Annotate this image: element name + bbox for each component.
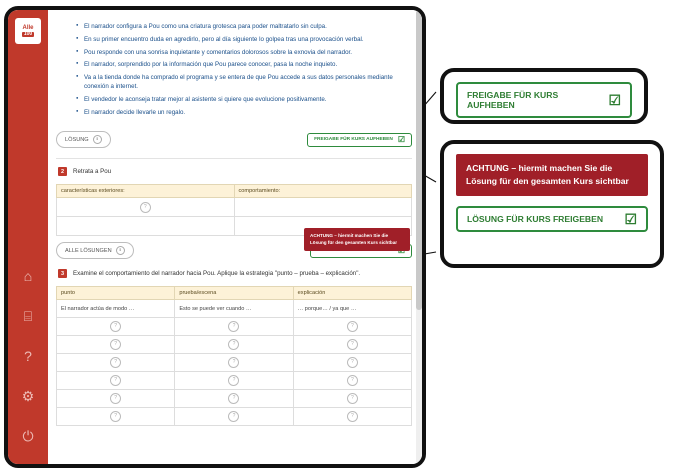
column-header: comportamiento: xyxy=(234,185,412,198)
app-logo xyxy=(15,18,41,44)
table-row xyxy=(57,372,412,390)
left-sidebar xyxy=(8,10,48,464)
table-cell[interactable] xyxy=(293,390,411,408)
hint-icon[interactable]: ? xyxy=(347,411,358,422)
section-divider xyxy=(56,158,412,159)
callout-release-cancel xyxy=(440,68,648,124)
hint-icon[interactable]: ? xyxy=(347,375,358,386)
behaviour-table xyxy=(56,286,412,426)
callout-release-solution xyxy=(440,140,664,268)
list-item: ● En su primer encuentro duda en agredirlo, pero al día siguiente lo golpea tras una provocación verbal. xyxy=(76,35,412,44)
table-cell[interactable] xyxy=(57,336,175,354)
table-row xyxy=(57,198,412,217)
list-item: ● Pou responde con una sonrisa inquietante y comentarios dolorosos sobre la exnovia del narrador. xyxy=(76,48,412,57)
hint-icon[interactable]: ? xyxy=(347,321,358,332)
solution-button[interactable] xyxy=(56,131,111,148)
callout-release-cancel-label: FREIGABE FÜR KURS AUFHEBEN xyxy=(467,90,559,110)
task-text: Retrata a Pou xyxy=(73,168,112,176)
hint-icon[interactable]: ? xyxy=(110,393,121,404)
task-text: Examine el comportamiento del narrador hacia Pou. Aplique la estrategia "punto – prueba – explicación". xyxy=(73,270,361,278)
hint-icon[interactable]: ? xyxy=(228,375,239,386)
table-cell[interactable] xyxy=(293,372,411,390)
table-cell[interactable] xyxy=(57,408,175,426)
table-row xyxy=(57,300,412,318)
table-cell[interactable] xyxy=(293,354,411,372)
table-cell[interactable] xyxy=(175,318,293,336)
task1-action-row xyxy=(56,131,412,148)
scrollbar-track[interactable] xyxy=(416,10,422,464)
settings-icon[interactable]: ⚙ xyxy=(21,387,35,404)
help-icon[interactable]: ? xyxy=(24,348,32,364)
table-cell[interactable]: El narrador actúa de modo … xyxy=(57,300,175,318)
table-cell[interactable] xyxy=(57,217,235,236)
column-header: prueba/escena xyxy=(175,287,293,300)
hint-icon[interactable]: ? xyxy=(110,339,121,350)
table-cell[interactable] xyxy=(57,390,175,408)
hint-icon[interactable]: ? xyxy=(228,339,239,350)
hint-icon[interactable]: ? xyxy=(110,375,121,386)
task-number-badge: 2 xyxy=(58,167,67,176)
table-cell[interactable] xyxy=(293,336,411,354)
table-cell[interactable]: … porque… / ya que … xyxy=(293,300,411,318)
table-cell[interactable] xyxy=(293,318,411,336)
hint-icon[interactable]: ? xyxy=(110,411,121,422)
hint-icon[interactable]: ? xyxy=(347,339,358,350)
callout-body xyxy=(444,72,644,128)
callout-release-solution-button[interactable] xyxy=(456,206,648,232)
table-cell[interactable] xyxy=(57,354,175,372)
callout-release-solution-label: LÖSUNG FÜR KURS FREIGEBEN xyxy=(467,213,604,224)
callout-body xyxy=(444,144,660,242)
all-solutions-button[interactable] xyxy=(56,242,134,259)
all-solutions-label: ALLE LÖSUNGEN xyxy=(65,247,112,254)
info-icon: ℹ xyxy=(93,135,102,144)
column-header: características exteriores: xyxy=(57,185,235,198)
table-row xyxy=(57,336,412,354)
table-header-row xyxy=(57,287,412,300)
hint-icon[interactable]: ? xyxy=(228,393,239,404)
table-cell[interactable] xyxy=(175,372,293,390)
warning-tooltip: ACHTUNG – hiermit machen Sie die Lösung für den gesamten Kurs sichtbar xyxy=(304,228,410,251)
hint-icon[interactable]: ? xyxy=(228,411,239,422)
checkbox-checked-icon: ☑ xyxy=(397,134,405,144)
column-header: punto xyxy=(57,287,175,300)
checkbox-checked-icon: ☑ xyxy=(624,210,637,227)
application-window xyxy=(4,6,426,468)
scrollbar-thumb[interactable] xyxy=(416,10,422,310)
release-cancel-button[interactable] xyxy=(307,133,412,147)
task-2-heading xyxy=(58,167,412,176)
grid-icon[interactable]: ⌸ xyxy=(23,307,33,324)
callout-release-cancel-button[interactable] xyxy=(456,82,632,118)
summary-bullet-list xyxy=(62,22,412,117)
home-icon[interactable]: ⌂ xyxy=(23,268,33,284)
table-row xyxy=(57,354,412,372)
column-header: explicación xyxy=(293,287,411,300)
solution-button-label: LÖSUNG xyxy=(65,136,89,143)
checkbox-checked-icon: ☑ xyxy=(608,92,621,108)
table-cell[interactable]: Esto se puede ver cuando … xyxy=(175,300,293,318)
list-item: ● El vendedor le aconseja tratar mejor al asistente si quiere que evolucione positivamente. xyxy=(76,95,412,104)
logo-line-2: 100 xyxy=(23,30,33,37)
table-cell[interactable] xyxy=(57,372,175,390)
table-cell[interactable] xyxy=(175,390,293,408)
hint-icon[interactable]: ? xyxy=(347,393,358,404)
table-cell[interactable] xyxy=(57,318,175,336)
table-row xyxy=(57,408,412,426)
table-header-row xyxy=(57,185,412,198)
task-3-heading xyxy=(58,269,412,278)
table-cell[interactable] xyxy=(293,408,411,426)
hint-icon[interactable]: ? xyxy=(140,202,151,213)
logo-line-1: Alle xyxy=(22,25,34,32)
list-item: ● El narrador decide llevarle un regalo. xyxy=(76,108,412,117)
table-cell[interactable] xyxy=(175,336,293,354)
hint-icon[interactable]: ? xyxy=(347,357,358,368)
hint-icon[interactable]: ? xyxy=(110,357,121,368)
table-cell[interactable] xyxy=(175,354,293,372)
list-item: ● El narrador configura a Pou como una criatura grotesca para poder maltratarlo sin culpa. xyxy=(76,22,412,31)
table-row xyxy=(57,390,412,408)
table-row xyxy=(57,318,412,336)
callout-warning-text: ACHTUNG – hiermit machen Sie die Lösung für den gesamten Kurs sichtbar xyxy=(456,154,648,196)
table-cell[interactable] xyxy=(175,408,293,426)
list-item: ● Va a la tienda donde ha comprado el programa y se entera de que Pou accede a sus datos personales mediante conexión a internet. xyxy=(76,73,412,92)
list-item: ● El narrador, sorprendido por la información que Pou parece conocer, pasa la noche inquieto. xyxy=(76,60,412,69)
hint-icon[interactable]: ? xyxy=(228,321,239,332)
info-icon: ℹ xyxy=(116,246,125,255)
release-cancel-label: FREIGABE FÜR KURS AUFHEBEN xyxy=(314,137,393,143)
table-cell[interactable] xyxy=(57,198,235,217)
hint-icon[interactable]: ? xyxy=(228,357,239,368)
power-icon[interactable]: ⏻ xyxy=(22,427,34,444)
table-cell[interactable] xyxy=(234,198,412,217)
hint-icon[interactable]: ? xyxy=(110,321,121,332)
task-number-badge: 3 xyxy=(58,269,67,278)
